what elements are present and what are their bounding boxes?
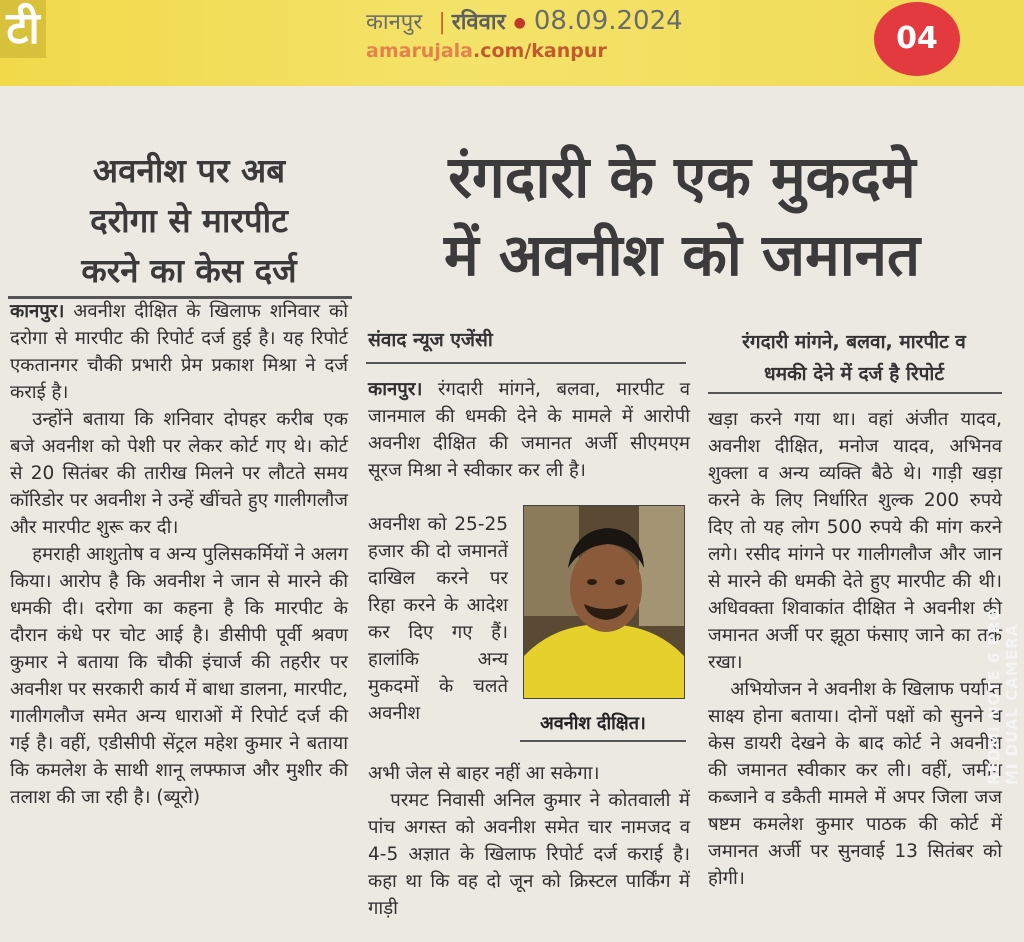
sub-headline: रंगदारी मांगने, बलवा, मारपीट व धमकी देने में दर्ज है रिपोर्ट xyxy=(742,331,966,385)
main-col1-top: कानपुर। रंगदारी मांगने, बलवा, मारपीट व जानमाल की धमकी देने के मामले में आरोपी अवनीश दीक्षित की जमानत अर्जी सीएमएम सूरज मिश्रा ने स्वीकार कर ली है। xyxy=(368,379,690,481)
main-headline: रंगदारी के एक मुकदमे में अवनीश को जमानत xyxy=(443,143,921,289)
sub-headline-rule xyxy=(708,392,1002,394)
masthead-city: कानपुर xyxy=(366,10,423,35)
masthead-day: रविवार xyxy=(451,10,506,35)
page-number-badge: 04 xyxy=(874,2,960,76)
camera-watermark: REDMI NOTE 6 PRO · MI DUAL CAMERA xyxy=(985,594,1021,785)
section-corner-badge: टी xyxy=(0,0,46,58)
paragraph: उन्होंने बताया कि शनिवार दोपहर करीब एक बजे अवनीश को पेशी पर लेकर कोर्ट गए थे। कोर्ट से 20 सितंबर की तारीख मिलने पर लौटते समय कॉरिडोर पर अवनीश ने उन्हें खींचते हुए गालीगलौज और मारपीट शुरू कर दी। xyxy=(10,409,348,538)
byline: संवाद न्यूज एजेंसी xyxy=(368,329,493,351)
masthead-site: amarujala xyxy=(366,40,474,62)
masthead-separator: | xyxy=(438,10,446,35)
byline-rule xyxy=(366,362,686,364)
portrait-photo xyxy=(523,505,685,699)
caption-rule xyxy=(520,740,686,742)
bullet-icon: ● xyxy=(513,15,526,31)
main-col1-bottom: अभी जेल से बाहर नहीं आ सकेगा। परमट निवासी अनिल कुमार ने कोतवाली में पांच अगस्त को अवनीश समेत चार नामजद व 4-5 अज्ञात के खिलाफ रिपोर्ट दर्ज कराई है। कहा था कि वह दो जून को क्रिस्टल पार्किंग में गाड़ी xyxy=(368,763,690,919)
masthead-domain: .com/kanpur xyxy=(473,40,607,62)
portrait-image xyxy=(524,506,684,698)
side-story-body xyxy=(10,298,348,811)
side-story-headline: अवनीश पर अब दरोगा से मारपीट करने का केस दर्ज xyxy=(81,151,297,290)
paragraph: हमराही आशुतोष व अन्य पुलिसकर्मियों ने अलग किया। आरोप है कि अवनीश ने जान से मारने की धमकी दी। दरोगा का कहना है कि मारपीट के दौरान कंधे पर चोट आई है। डीसीपी पूर्वी श्रवण कुमार ने बताया कि चौकी इंचार्ज की तहरीर पर अवनीश पर सरकारी कार्य में बाधा डालना, मारपीट, गालीगलौज समेत अन्य धाराओं में रिपोर्ट दर्ज की गई है। वहीं, एडीसीपी सेंट्रल महेश कुमार ने बताया कि कमलेश के साथी शानू लफ्फाज और मुशीर की तलाश की जा रही है। (ब्यूरो) xyxy=(10,544,348,808)
masthead xyxy=(366,6,806,80)
main-col1-side: अवनीश को 25-25 हजार की दो जमानतें दाखिल करने पर रिहा करने के आदेश कर दिए गए हैं। हालांकि अन्य मुकदमों के चलते अवनीश xyxy=(368,514,508,724)
photo-caption: अवनीश दीक्षित। xyxy=(540,713,646,734)
masthead-date: 08.09.2024 xyxy=(533,6,683,36)
paragraph: कानपुर। अवनीश दीक्षित के खिलाफ शनिवार को दरोगा से मारपीट की रिपोर्ट दर्ज हुई है। यह रिपोर्ट एकतानगर चौकी प्रभारी प्रेम प्रकाश मिश्रा ने दर्ज कराई है। xyxy=(10,301,348,403)
main-col2: खड़ा करने गया था। वहां अंजीत यादव, अवनीश दीक्षित, मनोज यादव, अभिनव शुक्ला व अन्य व्यक्ति बैठे थे। गाड़ी खड़ा करने के लिए निर्धारित शुल्क 200 रुपये दिए तो यह लोग 500 रुपये की मांग करने लगे। रसीद मांगने पर गालीगलौज और जान से मारने की धमकी देते हुए मारपीट की थी। अधिवक्ता शिवाकांत दीक्षित ने अवनीश की जमानत अर्जी पर झूठा फंसाए जाने का तर्क रखा। अभियोजन ने अवनीश के खिलाफ पर्याप्त साक्ष्य होना बताया। दोनों पक्षों को सुनने व केस डायरी देखने के बाद कोर्ट ने अवनीश की जमानत स्वीकार कर ली। वहीं, जमीन कब्जाने व डकैती मामले में अपर जिला जज षष्टम कमलेश कुमार पाठक की कोर्ट में जमानत अर्जी पर सुनवाई 13 सितंबर को होगी। xyxy=(708,409,1002,889)
